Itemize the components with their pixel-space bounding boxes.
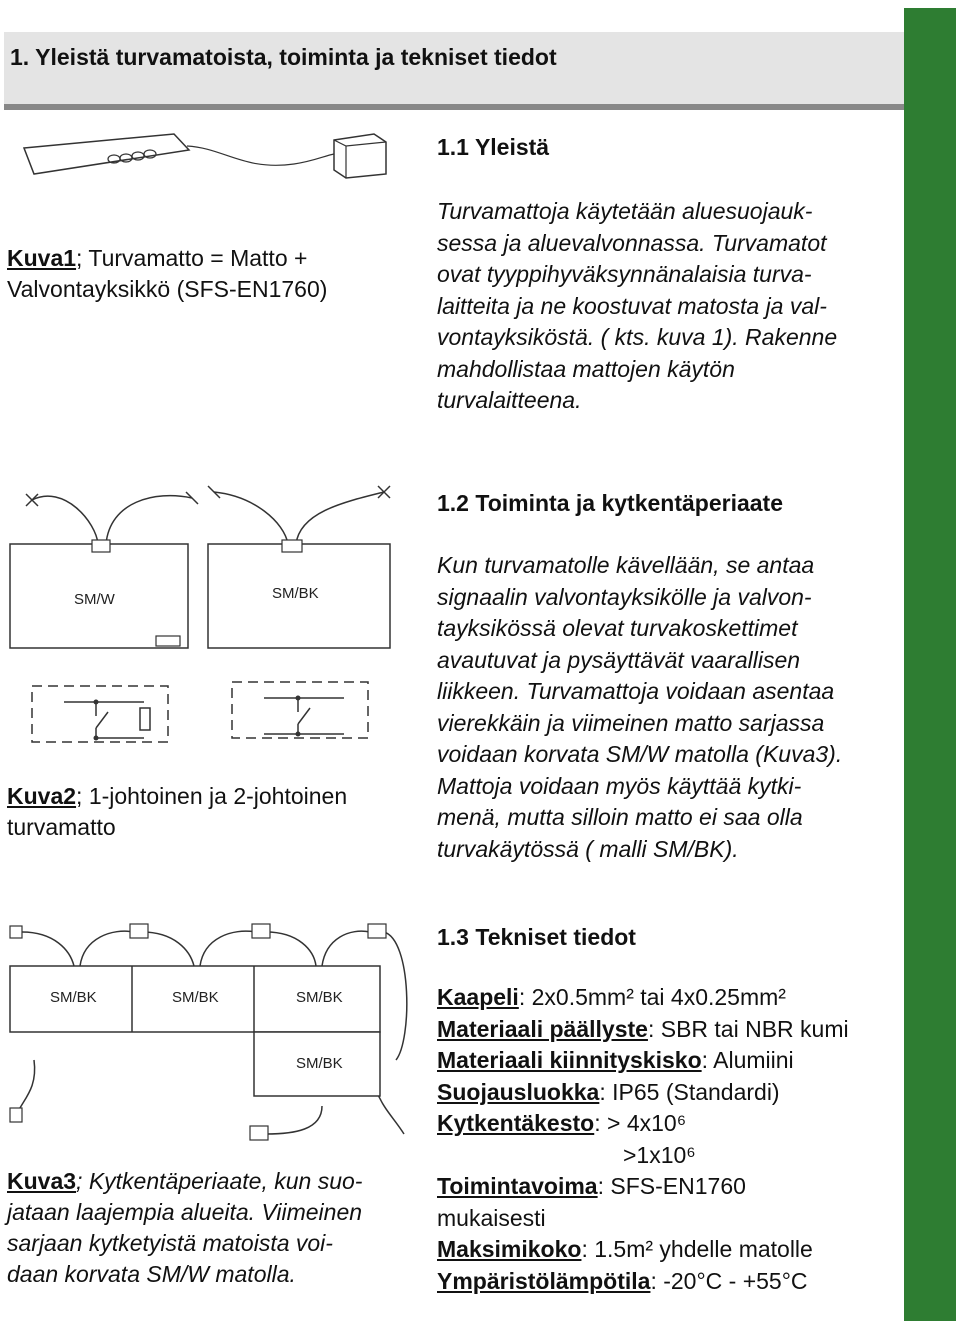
- section-2-title: 1.2 Toiminta ja kytkentäperiaate: [437, 490, 783, 516]
- section-2-body: Kun turvamatolle kävellään, se antaa signaalin valvontayksikölle ja valvon- tayksikössä olevat turvakoskettimet avautuvat ja pysäyttävät vaarallisen liikkeen. Turvamattoja voidaan asentaa vierekkäin ja viimeinen matto sarjassa voidaan korvata SM/W matolla (Kuva3). Mattoja voidaan myös käyttää kytki- menä, mutta silloin matto ei saa olla turvakäytössä ( malli SM/BK).: [437, 552, 843, 862]
- mat-3-label-3: SM/BK: [296, 989, 343, 1006]
- figure-1-caption-text: ; Turvamatto = Matto + Valvontayksikkö (SFS-EN1760): [7, 245, 328, 302]
- spec-row-force: Toimintavoima: SFS-EN1760: [437, 1173, 746, 1199]
- spec-row-force-2: mukaisesti: [437, 1204, 546, 1231]
- mat-3-label-4: SM/BK: [296, 1055, 343, 1072]
- spec-row-durability-2: >1x10⁶: [623, 1141, 696, 1168]
- figure-3-caption: [7, 1166, 417, 1290]
- figure-2-caption: [7, 781, 417, 843]
- spec-row-rail: Materiaali kiinnityskisko: Alumiini: [437, 1047, 794, 1073]
- spec-row-coating: Materiaali päällyste: SBR tai NBR kumi: [437, 1015, 849, 1042]
- spec-row-durability: Kytkentäkesto: > 4x10⁶: [437, 1110, 687, 1136]
- section-3-title: 1.3 Tekniset tiedot: [437, 924, 636, 950]
- spec-row-cable: Kaapeli: 2x0.5mm² tai 4x0.25mm²: [437, 984, 786, 1010]
- mat-label-sm-bk: SM/BK: [272, 585, 319, 602]
- mat-3-label-1: SM/BK: [50, 989, 97, 1006]
- page-header: [4, 32, 904, 110]
- page-title: 1. Yleistä turvamatoista, toiminta ja tekniset tiedot: [10, 44, 557, 70]
- spec-row-protection: Suojausluokka: IP65 (Standardi): [437, 1078, 780, 1105]
- spec-row-max-size: Maksimikoko: 1.5m² yhdelle matolle: [437, 1236, 813, 1262]
- tech-specs-list: [437, 982, 902, 1297]
- figure-2-caption-text: ; 1-johtoinen ja 2-johtoinen turvamatto: [7, 783, 348, 840]
- accent-bar: [904, 8, 956, 1321]
- figure-3-wiring-diagram: [4, 920, 424, 1164]
- figure-3-label: Kuva3: [7, 1168, 77, 1194]
- mat-3-label-2: SM/BK: [172, 989, 219, 1006]
- figure-2-label: Kuva2: [7, 783, 77, 809]
- spec-row-temperature: Ympäristölämpötila: -20°C - +55°C: [437, 1267, 808, 1294]
- mat-label-sm-w: SM/W: [74, 591, 115, 608]
- section-1-body: Turvamattoja käytetään aluesuojauk- sessa ja aluevalvonnassa. Turvamatot ovat tyyppihyväksynnänalaisia turva- laitteita ja ne koostuvat matosta ja val- vontayksiköstä. ( kts. kuva 1). Rakenne mahdollistaa mattojen käytön turvalaitteena.: [437, 198, 838, 413]
- figure-1-mat-illustration: [4, 126, 404, 186]
- figure-2-wiring-diagram: [4, 482, 404, 752]
- figure-1-label: Kuva1: [7, 245, 77, 271]
- figure-1-caption: [7, 243, 417, 305]
- figure-3-caption-text: ; Kytkentäperiaate, kun suo- jataan laajempia alueita. Viimeinen sarjaan kytketyistä matoista voi- daan korvata SM/W matolla.: [7, 1168, 363, 1287]
- section-1-title: 1.1 Yleistä: [437, 134, 550, 160]
